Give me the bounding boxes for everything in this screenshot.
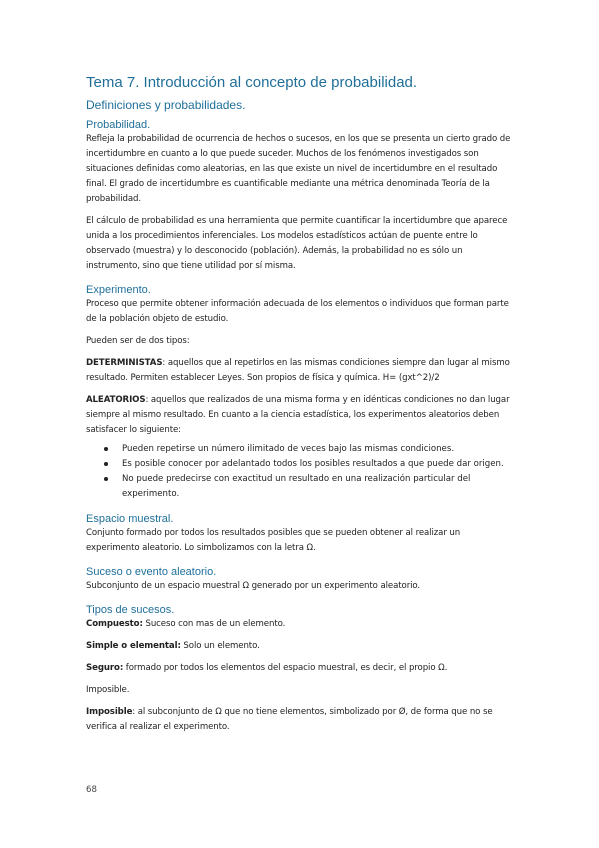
text-deterministas: : aquellos que al repetirlos en las mismas condiciones siempre dan lugar al mismo resultado. Permiten establecer Leyes. Son propios de física y química. H= (gxt^2)/2 — [86, 358, 510, 383]
heading-suceso: Suceso o evento aleatorio. — [86, 566, 217, 578]
list-item-text: Es posible conocer por adelantado todos los posibles resultados a que puede dar origen. — [122, 459, 504, 469]
heading-tipos-sucesos: Tipos de sucesos. — [86, 604, 175, 616]
bullet-icon — [104, 447, 108, 451]
page-number: 68 — [86, 785, 97, 795]
paragraph-experimento-2: Pueden ser de dos tipos: — [86, 336, 190, 346]
heading-experimento: Experimento. — [86, 284, 151, 296]
paragraph-probabilidad-1: Refleja la probabilidad de ocurrencia de hechos o sucesos, en los que se presenta un cierto grado de incertidumbre en cuanto a lo que puede suceder. Muchos de los fenómenos investigados son situaciones definidas como aleatorias, en las que existe un nivel de incertidumbre en el resultado final. El grado de incertidumbre es cuantificable mediante una métrica denominada Teoría de la probabilidad. — [86, 134, 511, 204]
heading-espacio-muestral: Espacio muestral. — [86, 513, 174, 525]
term-simple: Simple o elemental: — [86, 641, 181, 651]
heading-probabilidad: Probabilidad. — [86, 119, 151, 131]
paragraph-simple — [86, 639, 516, 654]
chapter-title: Tema 7. Introducción al concepto de probabilidad. — [86, 74, 418, 91]
term-compuesto: Compuesto: — [86, 619, 143, 629]
paragraph-seguro — [86, 661, 516, 676]
paragraph-probabilidad-2: El cálculo de probabilidad es una herramienta que permite cuantificar la incertidumbre que aparece unida a los procedimientos inferenciales. Los modelos estadísticos actúan de puente entre lo observado (muestra) y lo desconocido (población). Además, la probabilidad no es sólo un instrumento, sino que tiene utilidad por sí misma. — [86, 216, 508, 271]
paragraph-experimento-1: Proceso que permite obtener información adecuada de los elementos o individuos que forman parte de la población objeto de estudio. — [86, 299, 509, 324]
bullet-icon — [104, 477, 108, 481]
paragraph-deterministas — [86, 356, 516, 386]
page-content — [86, 73, 516, 735]
term-seguro: Seguro: — [86, 663, 124, 673]
list-item-text: Pueden repetirse un número ilimitado de veces bajo las mismas condiciones. — [122, 444, 455, 454]
paragraph-espacio-muestral: Conjunto formado por todos los resultados posibles que se pueden obtener al realizar un experimento aleatorio. Lo simbolizamos con la letra Ω. — [86, 528, 461, 553]
paragraph-imposible — [86, 705, 516, 735]
list-item — [122, 457, 516, 472]
term-aleatorios: ALEATORIOS — [86, 395, 146, 405]
list-item-text: No puede predecirse con exactitud un resultado en una realización particular del experimento. — [122, 474, 471, 499]
bullet-icon — [104, 462, 108, 466]
term-deterministas: DETERMINISTAS — [86, 358, 163, 368]
paragraph-compuesto — [86, 617, 516, 632]
list-item — [122, 442, 516, 457]
list-item — [122, 472, 516, 502]
paragraph-aleatorios — [86, 393, 516, 438]
paragraph-imposible-plain: Imposible. — [86, 685, 130, 695]
paragraph-suceso: Subconjunto de un espacio muestral Ω generado por un experimento aleatorio. — [86, 581, 421, 591]
text-imposible: : al subconjunto de Ω que no tiene elementos, simbolizado por Ø, de forma que no se verifica al realizar el experimento. — [86, 707, 493, 732]
bullet-list — [86, 442, 516, 502]
text-aleatorios: : aquellos que realizados de una misma forma y en idénticas condiciones no dan lugar siempre al mismo resultado. En cuanto a la ciencia estadística, los experimentos aleatorios deben satisfacer lo siguiente: — [86, 395, 510, 435]
text-compuesto: Suceso con mas de un elemento. — [142, 619, 286, 629]
text-seguro: formado por todos los elementos del espacio muestral, es decir, el propio Ω. — [123, 663, 448, 673]
text-simple: Solo un elemento. — [180, 641, 260, 651]
term-imposible: Imposible — [86, 707, 133, 717]
section-title: Definiciones y probabilidades. — [86, 98, 246, 112]
